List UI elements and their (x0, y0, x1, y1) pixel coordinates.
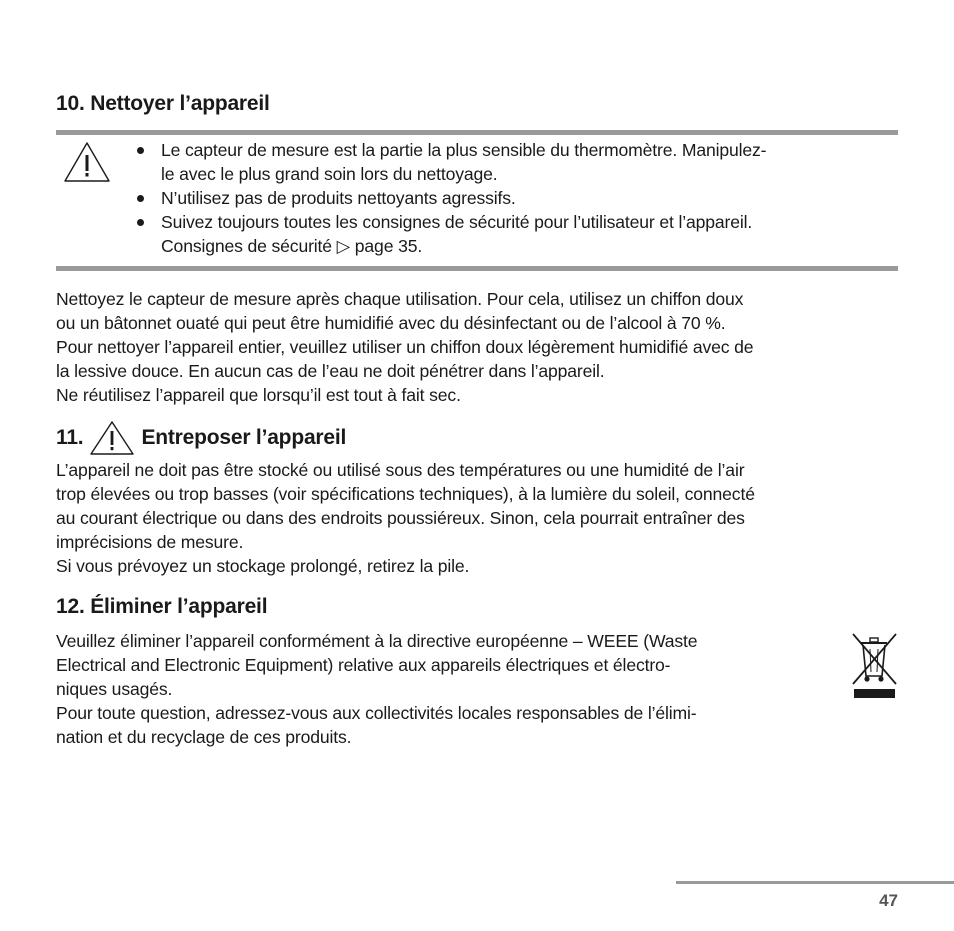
warning-item (136, 210, 906, 258)
warning-item-line: Suivez toujours toutes les consignes de sécurité pour l’utilisateur et l’appareil. (161, 212, 753, 233)
body-line: au courant électrique ou dans des endroits poussiéreux. Sinon, cela pourrait entraîner des (56, 508, 745, 529)
section-11-number: 11. (56, 426, 84, 449)
section-11-heading (56, 420, 346, 456)
section-10-heading: 10. Nettoyer l’appareil (56, 92, 270, 115)
body-line: Veuillez éliminer l’appareil conformément à la directive européenne – WEEE (Waste (56, 631, 698, 651)
body-line: la lessive douce. En aucun cas de l’eau ne doit pénétrer dans l’appareil. (56, 361, 605, 382)
warning-box-bottom-rule (56, 266, 898, 271)
body-line: Nettoyez le capteur de mesure après chaque utilisation. Pour cela, utilisez un chiffon doux (56, 289, 744, 309)
crossed-out-bin-icon (850, 632, 898, 700)
section-11-title: Entreposer l’appareil (141, 426, 347, 449)
body-line: nation et du recyclage de ces produits. (56, 727, 352, 748)
warning-list (136, 138, 906, 258)
body-line: Pour nettoyer l’appareil entier, veuillez utiliser un chiffon doux légèrement humidifié avec de (56, 337, 754, 358)
section-10-body (56, 287, 901, 407)
warning-item (136, 138, 906, 186)
page-number: 47 (879, 891, 898, 910)
footer-rule (676, 881, 954, 884)
body-line: Ne réutilisez l’appareil que lorsqu’il est tout à fait sec. (56, 385, 461, 406)
warning-triangle-icon (89, 420, 135, 456)
warning-item-line: Le capteur de mesure est la partie la plus sensible du thermomètre. Manipulez- (161, 140, 767, 160)
body-line: ou un bâtonnet ouaté qui peut être humidifié avec du désinfectant ou de l’alcool à 70 %. (56, 313, 726, 334)
warning-item-line: N’utilisez pas de produits nettoyants agressifs. (161, 188, 516, 209)
warning-item (136, 186, 906, 210)
body-line: Si vous prévoyez un stockage prolongé, retirez la pile. (56, 556, 470, 577)
warning-triangle-icon (63, 141, 111, 183)
warning-item-line: Consignes de sécurité ▷ page 35. (161, 236, 423, 257)
body-line: L’appareil ne doit pas être stocké ou utilisé sous des températures ou une humidité de l’air (56, 460, 745, 480)
section-12-heading: 12. Éliminer l’appareil (56, 595, 268, 618)
section-11-body (56, 458, 901, 578)
body-line: Pour toute question, adressez-vous aux collectivités locales responsables de l’élimi- (56, 703, 697, 724)
body-line: Electrical and Electronic Equipment) relative aux appareils électriques et électro- (56, 655, 671, 676)
warning-box-top-rule (56, 130, 898, 135)
section-12-body (56, 629, 836, 749)
body-line: niques usagés. (56, 679, 173, 700)
body-line: imprécisions de mesure. (56, 532, 244, 553)
warning-item-line: le avec le plus grand soin lors du nettoyage. (161, 164, 498, 185)
body-line: trop élevées ou trop basses (voir spécifications techniques), à la lumière du soleil, connecté (56, 484, 755, 505)
